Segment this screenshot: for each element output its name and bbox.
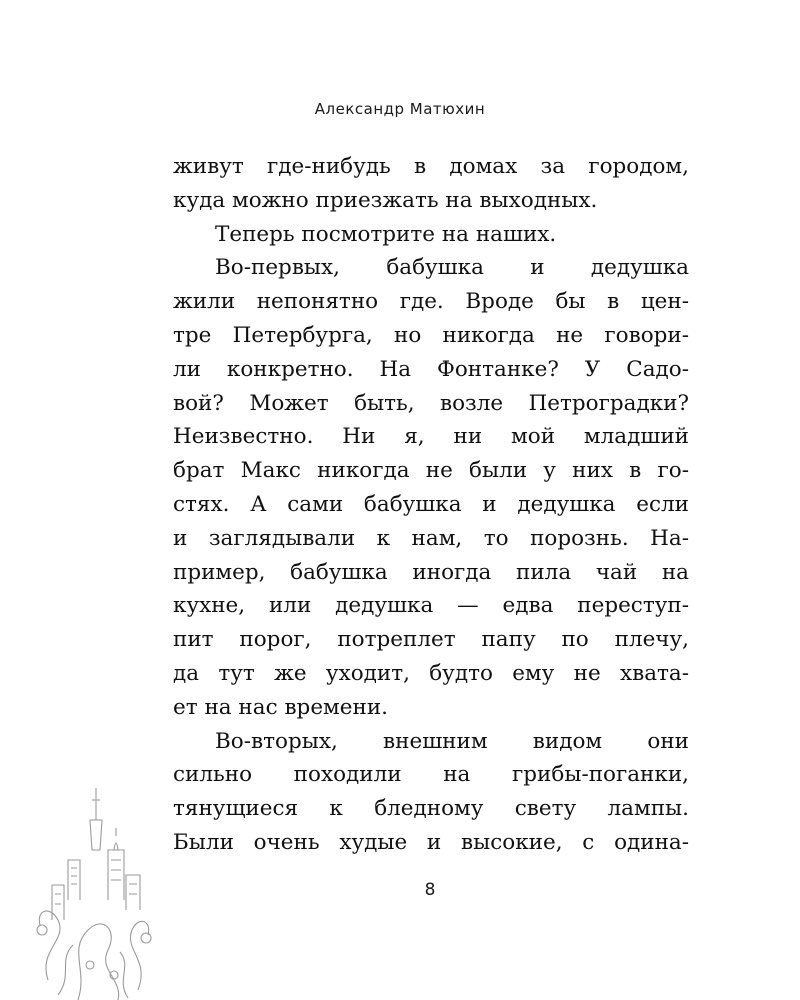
text-line: да тут же уходит, будто ему не хвата- (173, 660, 689, 686)
text-line: Теперь посмотрите на наших. (215, 221, 557, 247)
wave-shape (120, 952, 128, 998)
text-line: пример, бабушка иногда пила чай на (173, 559, 689, 585)
wave-shape (58, 945, 73, 995)
text-line: пит порог, потреплет папу по плечу, (173, 627, 689, 653)
curl-shape (37, 925, 47, 935)
spire-shape (90, 788, 102, 850)
text-line: куда можно приезжать на выходных. (173, 187, 598, 213)
text-line: тянущиеся к бледному свету лампы. (173, 796, 689, 822)
text-line: и заглядывали к нам, то порознь. На- (173, 525, 689, 551)
dome-shape (114, 828, 118, 850)
swirl-shape (130, 921, 148, 990)
body-text (173, 150, 689, 860)
swirl-shape (39, 911, 60, 980)
text-line: живут где-нибудь в домах за городом, (173, 154, 689, 179)
running-head: Александр Матюхин (314, 100, 486, 118)
text-line: Во-вторых, внешним видом они (215, 728, 689, 754)
text-line: кухне, или дедушка — едва переступ- (173, 593, 689, 619)
text-line: Были очень худые и высокие, с одина- (173, 829, 689, 855)
text-line: Неизвестно. Ни я, ни мой младший (173, 424, 689, 450)
text-line: брат Макс никогда не были у них в го- (173, 458, 689, 484)
text-line: стях. А сами бабушка и дедушка если (173, 491, 689, 517)
text-line: вой? Может быть, возле Петроградки? (173, 390, 689, 416)
page-number: 8 (424, 880, 436, 900)
curl-shape (86, 961, 94, 969)
curl-shape (141, 933, 151, 943)
text-line: жили непонятно где. Вроде бы в цен- (173, 289, 689, 315)
text-line: ли конкретно. На Фонтанке? У Садо- (173, 356, 689, 382)
wave-shape (78, 924, 119, 1000)
text-line: тре Петербурга, но никогда не говори- (173, 322, 689, 348)
text-line: ет на нас времени. (173, 694, 388, 720)
text-line: Во-первых, бабушка и дедушка (215, 255, 689, 281)
text-line: сильно походили на грибы-поганки, (173, 762, 689, 788)
